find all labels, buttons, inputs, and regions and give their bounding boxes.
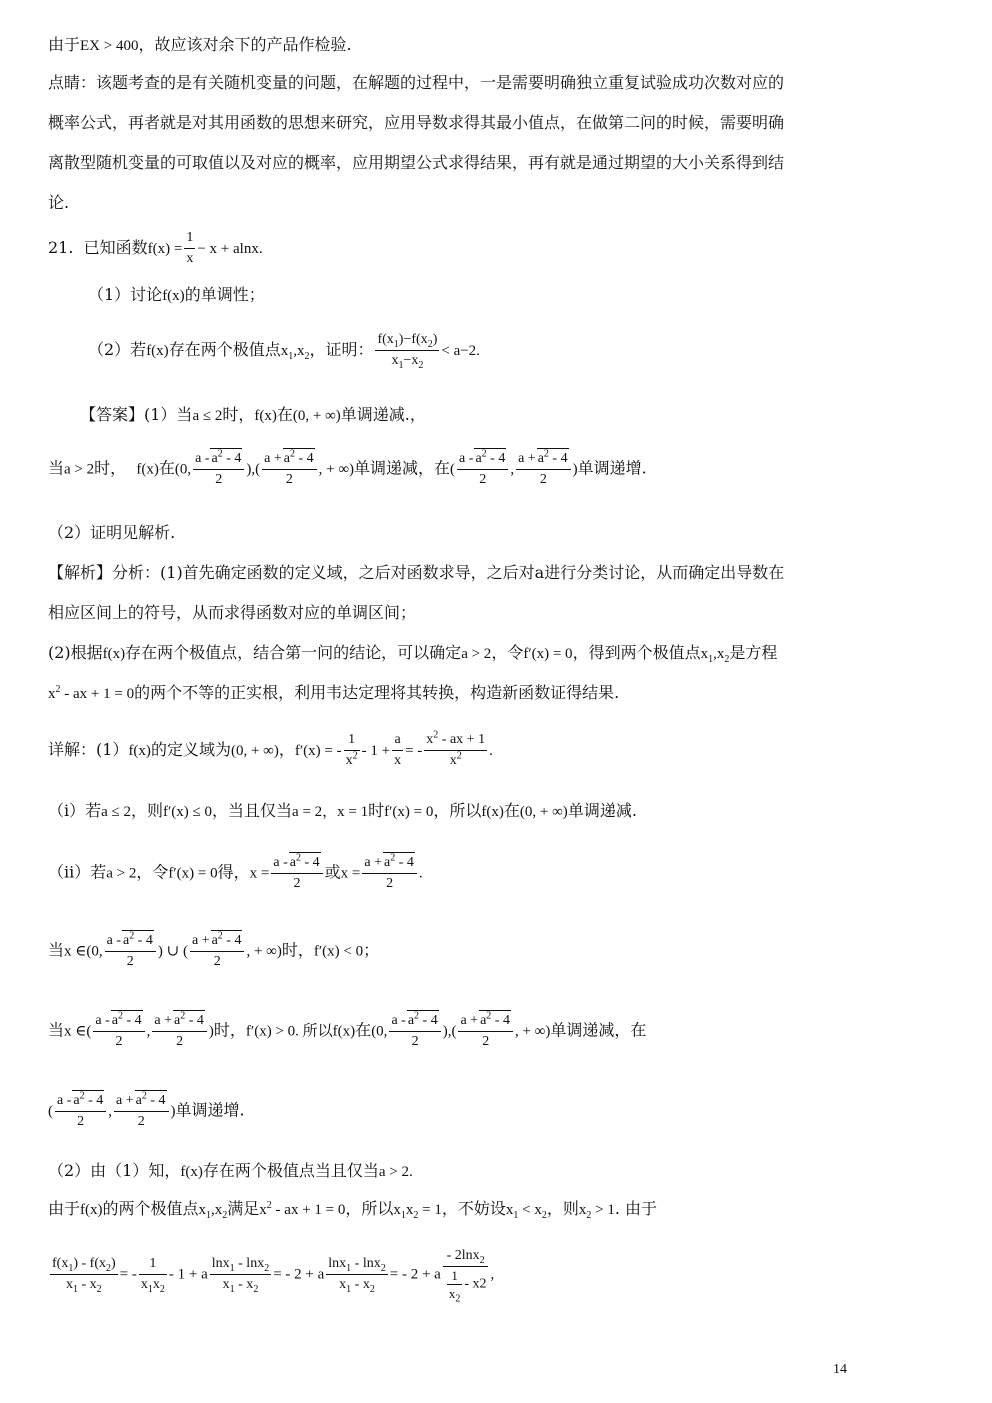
answer-part-1: 【答案】(1）当a ≤ 2时，f(x)在(0, + ∞)单调递减.， — [80, 405, 426, 424]
detail-case-ii: （ii）若a > 2，令f′(x) = 0得，x = $\frac{a - a^2 - 4}{2}$ 或x = $\frac{a + a^2 - 4}{2}$ . — [48, 852, 423, 894]
page-number: 14 — [833, 1362, 847, 1377]
intro-conclusion: 由于EX > 400，故应该对余下的产品作检验. — [48, 35, 352, 54]
proof-equation: $\frac{f(x_1) - f(x_2)}{x_1 - x_2}$ = - $\frac{1}{x_1x_2}$ - 1 + a $\frac{\ln x_1 - \ln x_2}{x_1 - x_2}$ = - 2 + a $\frac{\ln x_1 - \ln x_2}{x_1 - x_2}$ = - 2 + a - 2lnx$_2$ $\frac{1}{x_2}$ - x2 , — [52, 1248, 495, 1305]
comment-line-3: 离散型随机变量的可取值以及对应的概率，应用期望公式求得结果，再有就是通过期望的大小关系得到结 — [48, 153, 785, 172]
fraction: $\frac{\ln x_1 - \ln x_2}{x_1 - x_2}$ — [328, 1255, 386, 1295]
analysis-line-4: $x^2$ - ax + 1 = 0的两个不等的正实根，利用韦达定理将其转换，构造新函数证得结果. — [48, 683, 620, 702]
fraction: $\frac{1}{x_1x_2}$ — [140, 1255, 165, 1295]
problem-part-2: （2）若f(x)存在两个极值点$x_1,x_2$，证明： $\frac{f(x_1)-f(x_2)}{x_1-x_2}$ < a−2. — [88, 332, 480, 371]
fraction: $\frac{f(x_1) - f(x_2)}{x_1 - x_2}$ — [52, 1255, 116, 1295]
fraction: $\frac{f(x_1)-f(x_2)}{x_1-x_2}$ — [377, 332, 438, 371]
fraction: $\frac{1}{x^2}$ — [345, 732, 358, 768]
fraction: $\frac{\ln x_1 - \ln x_2}{x_1 - x_2}$ — [211, 1255, 270, 1295]
comment-line-1: 点睛：该题考查的是有关随机变量的问题，在解题的过程中，一是需要明确独立重复试验成功次数对应的 — [48, 73, 785, 92]
detail-when-positive: 当x ∈( $\frac{a - a^2 - 4}{2}$ , $\frac{a + a^2 - 4}{2}$ )时，f′(x) > 0. 所以f(x)在(0, $\frac{a - a^2 - 4}{2}$ ),( $\frac{a + a^2 - 4}{2}$ , + ∞)单调递减，在 — [48, 1010, 646, 1052]
root-minus-fraction: $\frac{a - a^2 - 4}{2}$ — [389, 1010, 440, 1052]
analysis-line-3: (2)根据f(x)存在两个极值点，结合第一问的结论，可以确定a > 2，令f′(x) = 0，得到两个极值点$x_1,x_2$是方程 — [48, 643, 778, 665]
detail-when-negative: 当x ∈(0, $\frac{a - a^2 - 4}{2}$ ) ∪ ( $\frac{a + a^2 - 4}{2}$ , + ∞)时，f′(x) < 0； — [48, 930, 379, 972]
problem-stem: 21. 已知函数f(x) = $\frac{1}{x}$ − x + alnx. — [48, 228, 263, 269]
proof-line-1: （2）由（1）知，f(x)存在两个极值点当且仅当a > 2. — [48, 1161, 413, 1180]
root-plus-fraction: $\frac{a + a^2 - 4}{2}$ — [458, 1010, 513, 1052]
problem-part-1: （1）讨论f(x)的单调性； — [88, 285, 265, 304]
fraction: $\frac{a}{x}$ — [394, 732, 402, 768]
root-minus-fraction: $\frac{a - a^2 - 4}{2}$ — [193, 448, 244, 490]
root-plus-fraction: $\frac{a + a^2 - 4}{2}$ — [114, 1090, 169, 1132]
fraction: $\frac{x^2 - ax + 1}{x^2}$ — [426, 729, 486, 768]
root-plus-fraction: $\frac{a + a^2 - 4}{2}$ — [262, 448, 317, 490]
root-minus-fraction: $\frac{a - a^2 - 4}{2}$ — [55, 1090, 106, 1132]
root-plus-fraction: $\frac{a + a^2 - 4}{2}$ — [152, 1010, 207, 1052]
root-minus-fraction: $\frac{a - a^2 - 4}{2}$ — [93, 1010, 144, 1052]
comment-line-2: 概率公式，再者就是对其用函数的思想来研究，应用导数求得其最小值点，在做第二问的时候，需要明确 — [48, 113, 785, 132]
comment-line-4: 论. — [48, 193, 70, 212]
proof-line-2: 由于f(x)的两个极值点$x_1,x_2$满足$x^2$ - ax + 1 = 0，所以$x_1x_2 = 1$，不妨设$x_1 < x_2$，则$x_2 > 1$. 由于 — [48, 1199, 658, 1221]
root-plus-fraction: $\frac{a + a^2 - 4}{2}$ — [190, 930, 245, 972]
root-minus-fraction: $\frac{a - a^2 - 4}{2}$ — [271, 852, 322, 894]
root-minus-fraction: $\frac{a - a^2 - 4}{2}$ — [457, 448, 508, 490]
fraction: - 2lnx$_2$ $\frac{1}{x_2}$ - x2 — [443, 1246, 489, 1302]
answer-part-2: （2）证明见解析. — [48, 523, 176, 542]
answer-case-a-gt-2: 当a > 2时， f(x)在(0, $\frac{a - a^2 - 4}{2}$ ),( $\frac{a + a^2 - 4}{2}$ , + ∞)单调递减，在( $\frac{a - a^2 - 4}{2}$ , $\frac{a + a^2 - 4}{2}$ )单调递增. — [48, 448, 647, 490]
detail-derivative: 详解：(1）f(x)的定义域为(0, + ∞)，f′(x) = - $\frac{1}{x^2}$ - 1 + $\frac{a}{x}$ = - $\frac{x^2 - ax + 1}{x^2}$ . — [48, 730, 493, 771]
root-minus-fraction: $\frac{a - a^2 - 4}{2}$ — [105, 930, 156, 972]
fraction: $\frac{1}{x}$ — [186, 230, 194, 266]
nested-fraction: $\frac{1}{x_2}$ — [448, 1268, 461, 1305]
analysis-line-2: 相应区间上的符号，从而求得函数对应的单调区间； — [48, 603, 417, 622]
analysis-line-1: 【解析】分析：(1)首先确定函数的定义域，之后对函数求导，之后对a进行分类讨论，从而确定出导数在 — [48, 563, 785, 582]
root-plus-fraction: $\frac{a + a^2 - 4}{2}$ — [516, 448, 571, 490]
detail-case-i: （i）若a ≤ 2，则f′(x) ≤ 0，当且仅当a = 2，x = 1时f′(x) = 0，所以f(x)在(0, + ∞)单调递减. — [48, 801, 637, 820]
root-plus-fraction: $\frac{a + a^2 - 4}{2}$ — [362, 852, 417, 894]
detail-increasing: ( $\frac{a - a^2 - 4}{2}$ , $\frac{a + a^2 - 4}{2}$ )单调递增. — [48, 1090, 245, 1132]
